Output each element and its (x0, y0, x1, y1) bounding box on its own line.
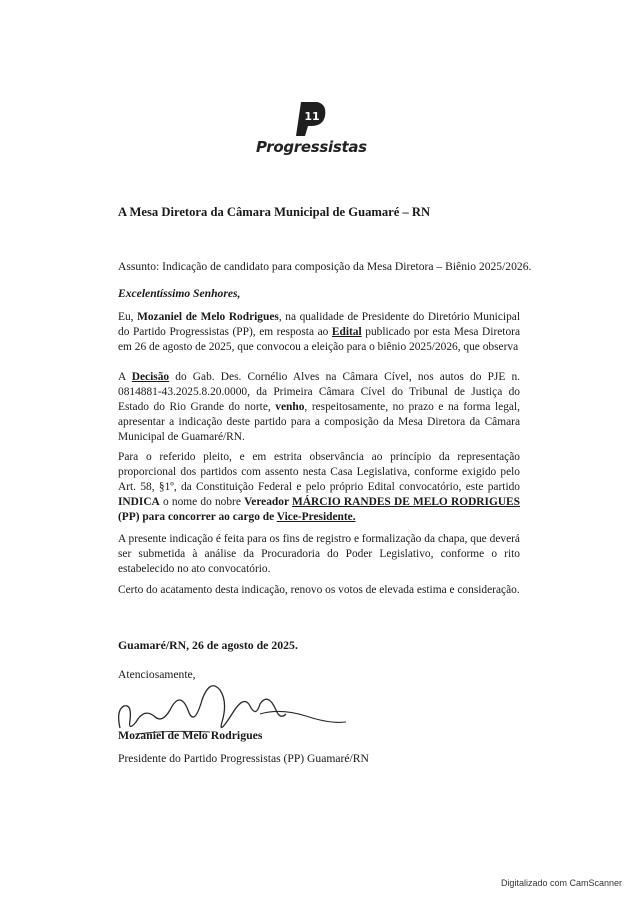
p2-text-1: A (118, 371, 132, 383)
p2-text-3: , respeitosamente, no prazo e na forma legal, apresentar a indicação deste partido para a composição da Mesa Diretora da Câmara Municipal de Guamaré/RN. (118, 401, 520, 443)
p1-text-3: publicado por esta Mesa Diretora em 26 de agosto de 2025, que convocou a eleição para o biênio 2025/2026, que observa (118, 326, 521, 353)
p1-text-2: , na qualidade de Presidente do Diretório Municipal do Partido Progressistas (PP), em resposta ao (118, 311, 520, 338)
subject-label: Assunto (118, 260, 157, 273)
p3-text-2: o nome do nobre (159, 496, 245, 508)
subject-text: : Indicação de candidato para composição da Mesa Diretora – Biênio 2025/2026. (156, 260, 532, 273)
date-line: Guamaré/RN, 26 de agosto de 2025. (118, 638, 298, 652)
salutation: Excelentíssimo Senhores, (118, 287, 241, 300)
p3-candidate-name: MÁRCIO RANDES DE MELO RODRIGUES (292, 496, 520, 508)
party-name: Progressistas (256, 138, 367, 156)
party-logo (256, 98, 366, 160)
p2-text-2: do Gab. Des. Cornélio Alves na Câmara Cível, nos autos do PJE n. 0814881-43.2025.8.20.0000, da Primeira Câmara Cível do Tribunal de Justiça do Estado do Rio Grande do norte, (118, 371, 520, 413)
signer-name: Mozaniel de Melo Rodrigues (118, 728, 263, 742)
closing: Atenciosamente, (118, 668, 196, 681)
p1-text-1: Eu, (118, 311, 138, 323)
party-number: 11 (304, 110, 320, 123)
p1-sender-name: Mozaniel de Melo Rodrigues (137, 311, 279, 323)
party-p-logo-icon (293, 98, 329, 138)
paragraph-1 (118, 310, 520, 355)
p1-edital: Edital (331, 326, 362, 338)
p2-decisao: Decisão (131, 371, 170, 383)
scanner-watermark: Digitalizado com CamScanner (500, 878, 622, 888)
subject-line (118, 260, 531, 273)
p3-text-3: (PP) para concorrer ao cargo de (118, 511, 277, 523)
paragraph-4: A presente indicação é feita para os fins de registro e formalização da chapa, que deverá ser submetida à análise da Procuradoria do Poder Legislativo, conforme o rito estabelecido no ato convocatório. (118, 533, 520, 575)
p3-text-1: Para o referido pleito, e em estrita observância ao princípio da representação proporcional dos partidos com assento nesta Casa Legislativa, conforme exigido pelo Art. 58, §1º, da Constituição Federal e pelo próprio Edital convocatório, este partido (118, 451, 520, 493)
p3-indica: INDICA (118, 496, 160, 508)
signer-title: Presidente do Partido Progressistas (PP) Guamaré/RN (118, 752, 369, 765)
p3-vereador: Vereador (244, 496, 293, 508)
p3-role: Vice-Presidente. (276, 511, 356, 523)
p2-venho: venho (275, 401, 305, 413)
paragraph-2 (118, 370, 520, 445)
addressee: A Mesa Diretora da Câmara Municipal de Guamaré – RN (118, 205, 431, 219)
paragraph-5: Certo do acatamento desta indicação, renovo os votos de elevada estima e consideração. (118, 584, 520, 596)
paragraph-3 (118, 450, 520, 525)
